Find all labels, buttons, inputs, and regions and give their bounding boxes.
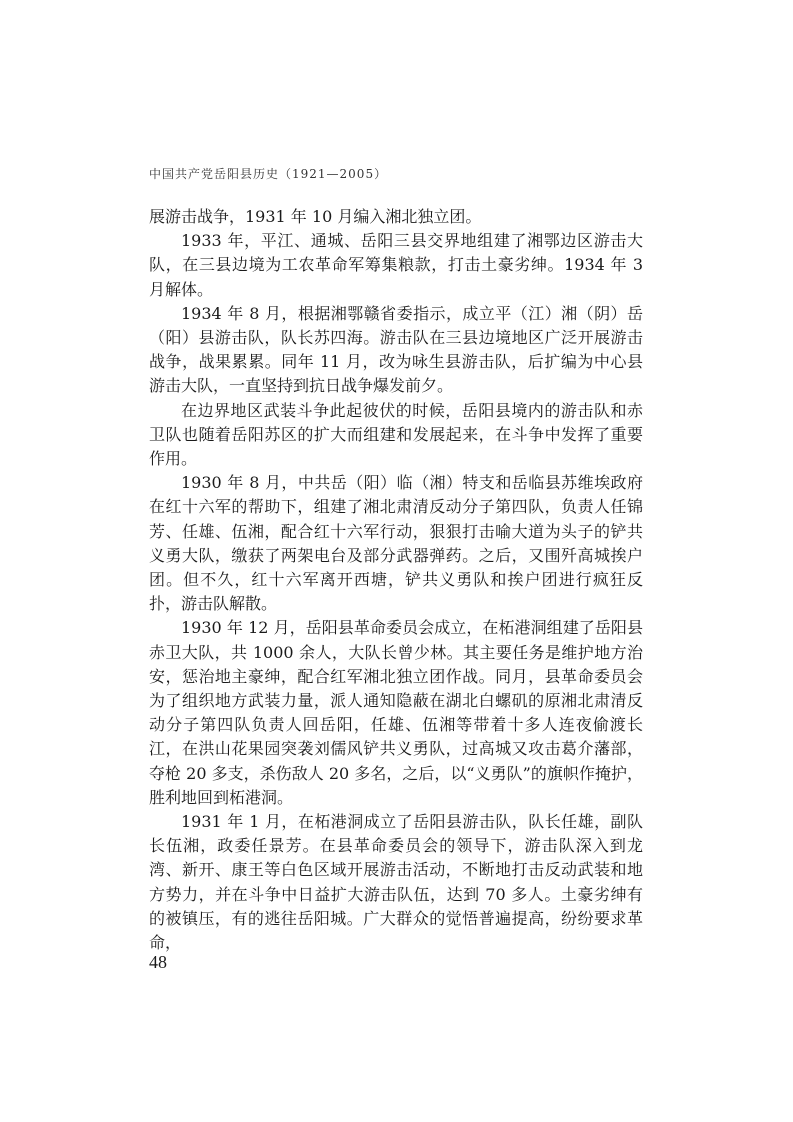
paragraph-continuation: 展游击战争，1931 年 10 月编入湘北独立团。: [149, 207, 482, 226]
running-header: 中国共产党岳阳县历史（1921—2005）: [149, 167, 388, 181]
page-number: 48: [149, 952, 167, 972]
paragraph: 1931 年 1 月，在柘港洞成立了岳阳县游击队，队长任雄，副队长伍湘，政委任景芳。在县革命委员会的领导下，游击队深入到龙湾、新开、康王等白色区域开展游击活动，不断地打击反动武装和地方势力，并在斗争中日益扩大游击队伍，达到 70 多人。土豪劣绅有的被镇压，有的逃往岳阳城。广大群众的觉悟普遍提高，纷纷要求革命，: [149, 812, 643, 953]
paragraph: 1933 年，平江、通城、岳阳三县交界地组建了湘鄂边区游击大队，在三县边境为工农革命军筹集粮款，打击土豪劣绅。1934 年 3 月解体。: [149, 231, 643, 299]
body-text: [149, 205, 643, 955]
paragraph: 1930 年 8 月，中共岳（阳）临（湘）特支和岳临县苏维埃政府在红十六军的帮助下，组建了湘北肃清反动分子第四队，负责人任锦芳、任雄、伍湘，配合红十六军行动，狠狠打击喻大道为头子的铲共义勇大队，缴获了两架电台及部分武器弹药。之后，又围歼高城挨户团。但不久，红十六军离开西塘，铲共义勇队和挨户团进行疯狂反扑，游击队解散。: [149, 473, 643, 614]
paragraph: 1930 年 12 月，岳阳县革命委员会成立，在柘港洞组建了岳阳县赤卫大队，共 1000 余人，大队长曾少林。其主要任务是维护地方治安，惩治地主豪绅，配合红军湘北独立团作战。同月，县革命委员会为了组织地方武装力量，派人通知隐蔽在湖北白螺矶的原湘北肃清反动分子第四队负责人回岳阳，任雄、伍湘等带着十多人连夜偷渡长江，在洪山花果园突袭刘儒风铲共义勇队，过高城又攻击葛介藩部，夺枪 20 多支，杀伤敌人 20 多名，之后，以“义勇队”的旗帜作掩护，胜利地回到柘港洞。: [149, 618, 643, 807]
paragraph: 在边界地区武装斗争此起彼伏的时候，岳阳县境内的游击队和赤卫队也随着岳阳苏区的扩大而组建和发展起来，在斗争中发挥了重要作用。: [149, 400, 643, 469]
paragraph: 1934 年 8 月，根据湘鄂赣省委指示，成立平（江）湘（阴）岳（阳）县游击队，队长苏四海。游击队在三县边境地区广泛开展游击战争，战果累累。同年 11 月，改为咏生县游击队，后扩编为中心县游击大队，一直坚持到抗日战争爆发前夕。: [149, 303, 643, 396]
